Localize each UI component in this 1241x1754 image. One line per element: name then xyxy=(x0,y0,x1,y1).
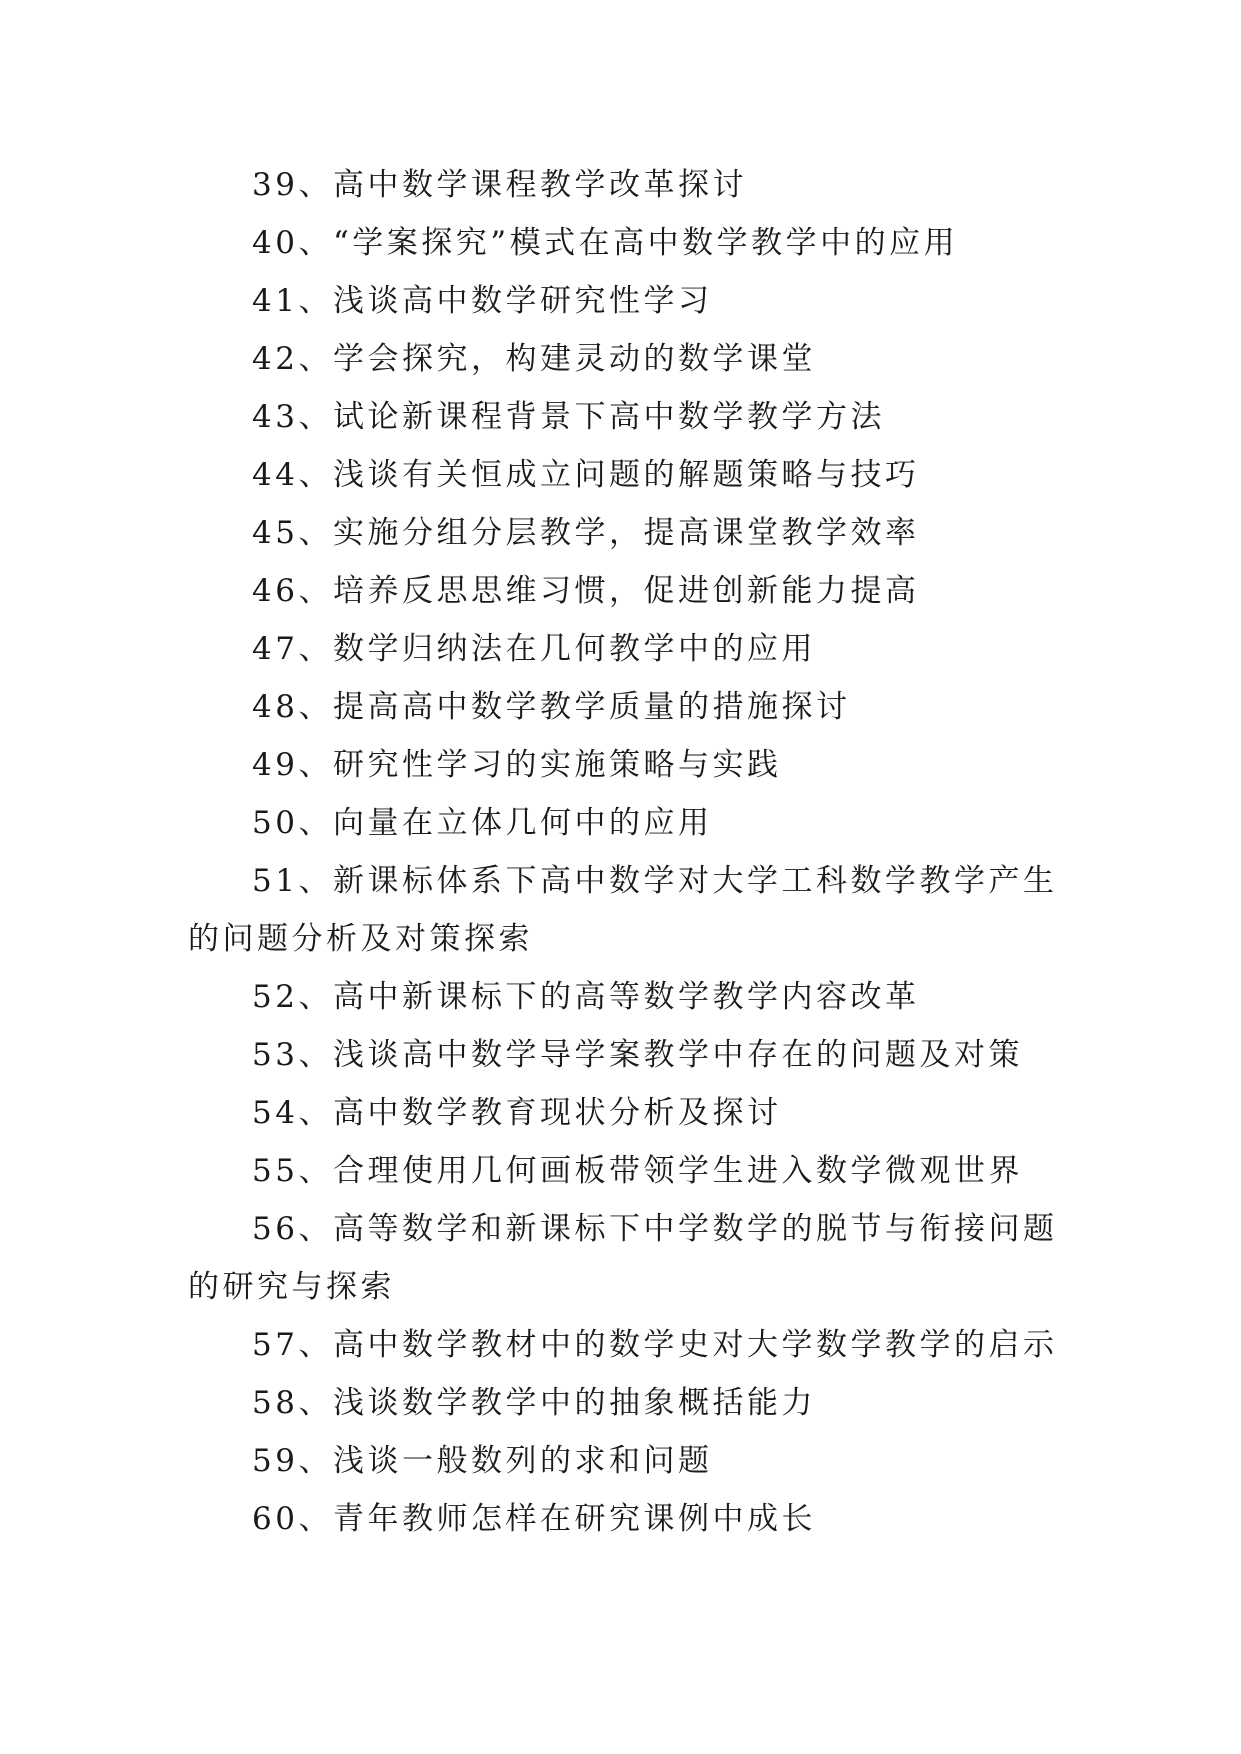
list-item: 42、学会探究，构建灵动的数学课堂 xyxy=(252,341,816,377)
list-item: 58、浅谈数学教学中的抽象概括能力 xyxy=(252,1385,816,1421)
list-item: 54、高中数学教育现状分析及探讨 xyxy=(252,1095,782,1131)
list-item: 51、新课标体系下高中数学对大学工科数学教学产生的问题分析及对策探索 xyxy=(188,863,1058,957)
list-item: 39、高中数学课程教学改革探讨 xyxy=(252,167,747,203)
list-item: 52、高中新课标下的高等数学教学内容改革 xyxy=(252,979,920,1015)
list-item: 45、实施分组分层教学，提高课堂教学效率 xyxy=(252,515,920,551)
list-item: 43、试论新课程背景下高中数学教学方法 xyxy=(252,399,885,435)
list-item: 56、高等数学和新课标下中学数学的脱节与衔接问题的研究与探索 xyxy=(188,1211,1058,1305)
list-item: 49、研究性学习的实施策略与实践 xyxy=(252,747,782,783)
list-item: 44、浅谈有关恒成立问题的解题策略与技巧 xyxy=(252,457,920,493)
list-item: 53、浅谈高中数学导学案教学中存在的问题及对策 xyxy=(252,1037,1023,1073)
list-item: 55、合理使用几何画板带领学生进入数学微观世界 xyxy=(252,1153,1023,1189)
list-item: 40、“学案探究”模式在高中数学教学中的应用 xyxy=(252,225,959,261)
list-item: 60、青年教师怎样在研究课例中成长 xyxy=(252,1501,816,1537)
list-item: 41、浅谈高中数学研究性学习 xyxy=(252,283,713,319)
topic-list xyxy=(188,156,1068,1548)
list-item: 59、浅谈一般数列的求和问题 xyxy=(252,1443,713,1479)
list-item: 47、数学归纳法在几何教学中的应用 xyxy=(252,631,816,667)
list-item: 50、向量在立体几何中的应用 xyxy=(252,805,713,841)
list-item: 57、高中数学教材中的数学史对大学数学教学的启示 xyxy=(252,1327,1058,1363)
list-item: 48、提高高中数学教学质量的措施探讨 xyxy=(252,689,851,725)
list-item: 46、培养反思思维习惯，促进创新能力提高 xyxy=(252,573,920,609)
